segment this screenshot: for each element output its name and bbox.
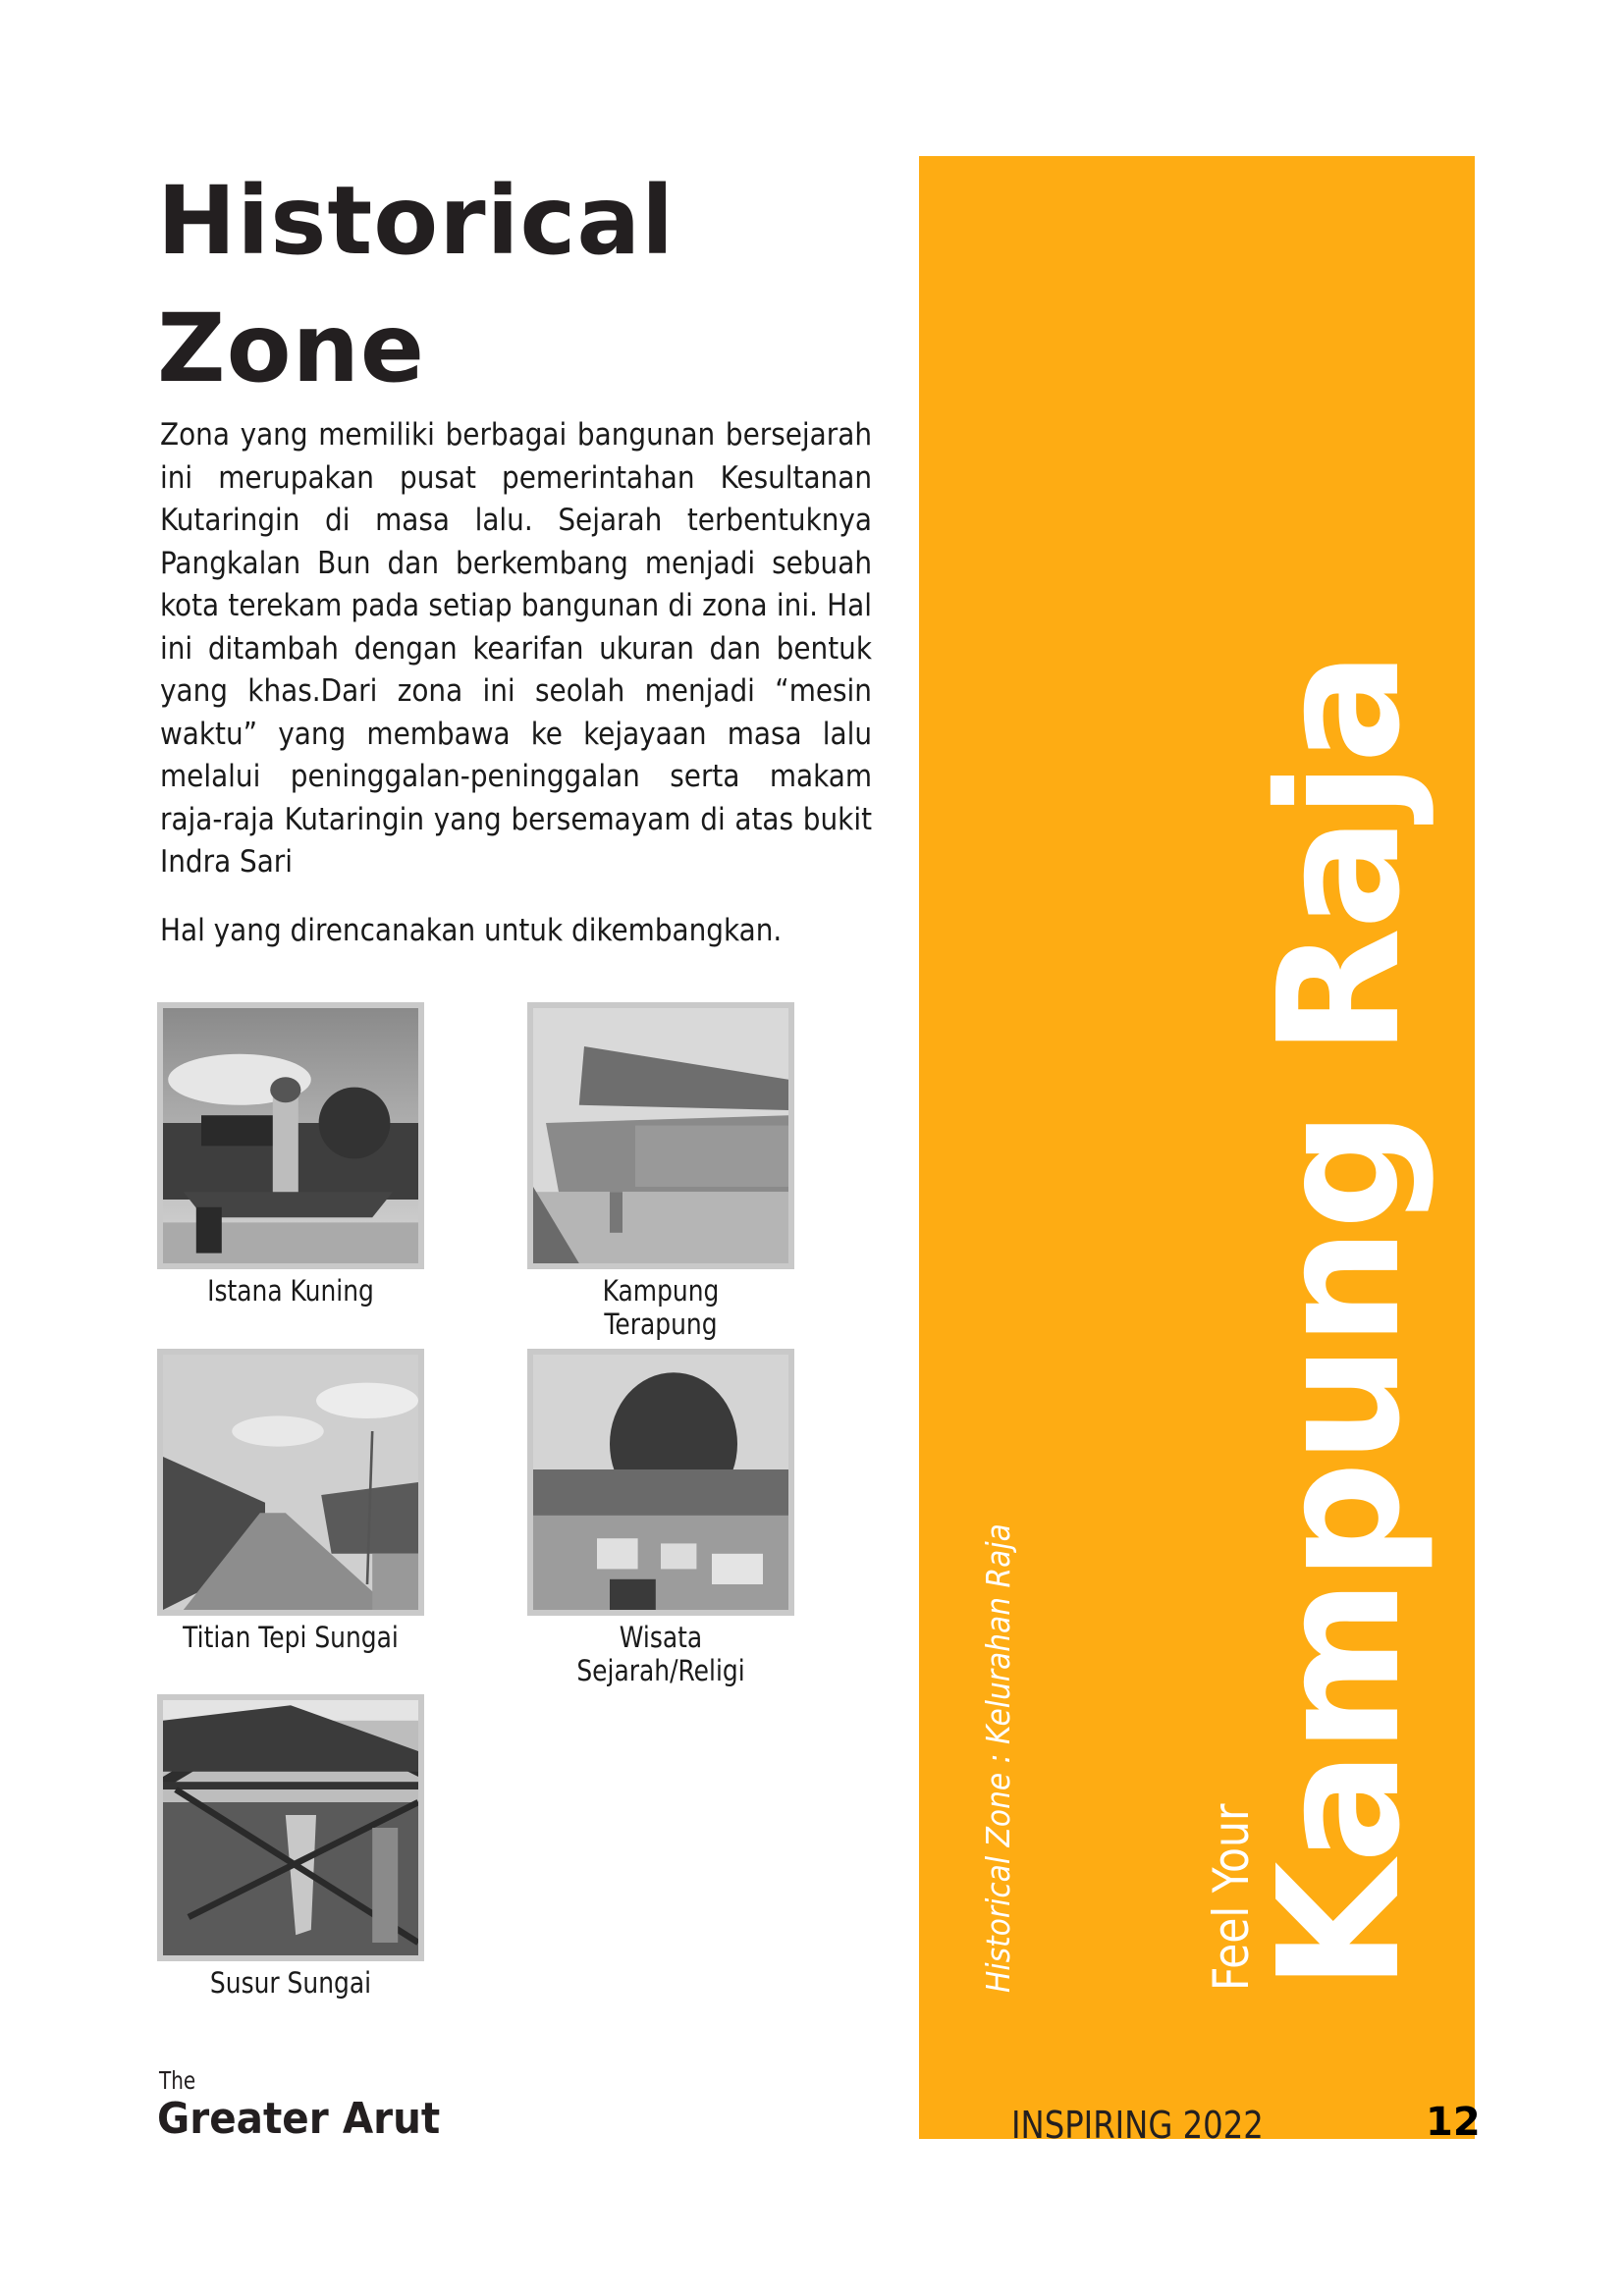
zone-subtitle: Historical Zone : Kelurahan Raja	[979, 1523, 1017, 1993]
photo-kampung-terapung	[527, 1002, 794, 1269]
photo-titian-tepi-sungai	[157, 1349, 424, 1616]
page-number: 12	[1426, 2100, 1481, 2145]
boat-shelter-image	[163, 1700, 418, 1955]
photo-istana-kuning	[157, 1002, 424, 1269]
caption-wisata-sejarah-religi: Wisata Sejarah/Religi	[576, 1621, 745, 1687]
issue-label: INSPIRING 2022	[1011, 2104, 1264, 2147]
photo-wisata-sejarah-religi	[527, 1349, 794, 1616]
photo-susur-sungai	[157, 1694, 424, 1961]
floating-house-image	[533, 1008, 788, 1263]
brand-prefix: The	[159, 2066, 196, 2095]
panel-headline: Kampung Raja	[1243, 653, 1437, 1991]
body-text	[160, 414, 872, 952]
riverside-boardwalk-image	[163, 1355, 418, 1610]
caption-istana-kuning: Istana Kuning	[207, 1274, 374, 1308]
caption-susur-sungai: Susur Sungai	[209, 1966, 372, 2000]
palace-fountain-image	[163, 1008, 418, 1263]
panel-kicker: Feel Your	[1203, 1803, 1260, 1991]
cemetery-tree-image	[533, 1355, 788, 1610]
caption-titian-tepi-sungai: Titian Tepi Sungai	[183, 1621, 399, 1654]
caption-kampung-terapung: Kampung Terapung	[602, 1274, 720, 1341]
title-line-1: Historical	[157, 166, 676, 276]
title-line-2: Zone	[157, 294, 426, 403]
plan-paragraph: Hal yang direncanakan untuk dikembangkan.	[160, 912, 783, 948]
intro-paragraph: Zona yang memiliki berbagai bangunan bersejarah ini merupakan pusat pemerintahan Kesultanan Kutaringin di masa lalu. Sejarah terbentuknya Pangkalan Bun dan berkembang menjadi sebuah kota terekam pada setiap bangunan di zona ini. Hal ini ditambah dengan kearifan ukuran dan bentuk yang khas.Dari zona ini seolah menjadi “mesin waktu” yang membawa ke kejayaan masa lalu melalui peninggalan-peninggalan serta makam raja-raja Kutaringin yang bersemayam di atas bukit Indra Sari	[160, 417, 872, 880]
page-title	[157, 157, 675, 412]
brand-name: Greater Arut	[157, 2094, 441, 2144]
